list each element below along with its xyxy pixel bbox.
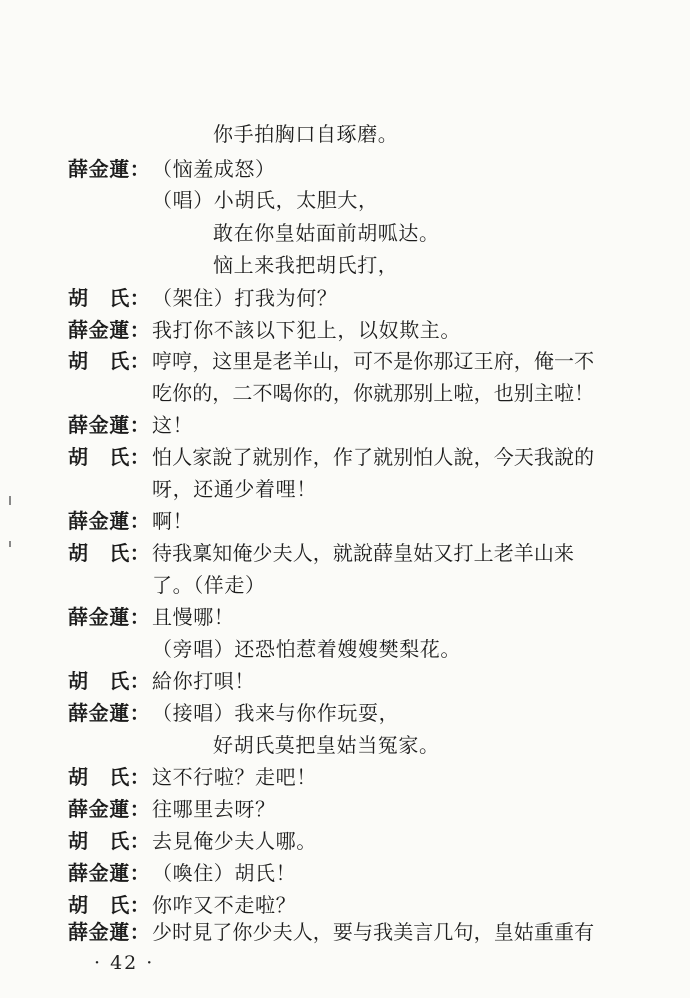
speaker-label: 胡 氏： bbox=[68, 349, 151, 373]
speaker-label: 胡 氏： bbox=[68, 445, 151, 469]
continuation-line bbox=[0, 381, 690, 405]
line-text: （旁唱）还恐怕惹着嫂嫂樊梨花。 bbox=[152, 637, 461, 661]
line-text: 且慢哪！ bbox=[152, 605, 235, 629]
line-text: 啊！ bbox=[152, 509, 194, 533]
line-text: 呀，还通少着哩！ bbox=[152, 477, 317, 501]
speaker-label: 胡 氏： bbox=[68, 829, 151, 853]
line-text: 敢在你皇姑面前胡呱达。 bbox=[213, 221, 440, 245]
dialogue-line bbox=[0, 541, 690, 565]
line-text: 好胡氏莫把皇姑当冤家。 bbox=[213, 733, 440, 757]
speaker-label: 胡 氏： bbox=[68, 286, 151, 310]
line-text: （喚住）胡氏！ bbox=[152, 861, 297, 885]
continuation-line bbox=[0, 122, 690, 146]
line-text: （唱）小胡氏，太胆大， bbox=[152, 188, 379, 212]
line-text: 少时見了你少夫人，要与我美言几句，皇姑重重有 bbox=[152, 920, 595, 944]
speaker-label: 薛金蓮： bbox=[68, 797, 151, 821]
dialogue-line bbox=[0, 893, 690, 917]
line-text: 去見俺少夫人哪。 bbox=[152, 829, 317, 853]
dialogue-line bbox=[0, 797, 690, 821]
continuation-line bbox=[0, 573, 690, 597]
line-text: 你咋又不走啦？ bbox=[152, 893, 297, 917]
line-text: 待我稟知俺少夫人，就說薛皇姑又打上老羊山来 bbox=[152, 541, 575, 565]
dialogue-line bbox=[0, 349, 690, 373]
speaker-label: 薛金蓮： bbox=[68, 920, 151, 944]
continuation-line bbox=[0, 221, 690, 245]
continuation-line bbox=[0, 188, 690, 212]
line-text: 恼上来我把胡氏打， bbox=[213, 253, 399, 277]
dialogue-line bbox=[0, 669, 690, 693]
dialogue-line bbox=[0, 701, 690, 725]
speaker-label: 胡 氏： bbox=[68, 765, 151, 789]
line-text: 我打你不該以下犯上，以奴欺主。 bbox=[152, 318, 461, 342]
line-text: 这不行啦？走吧！ bbox=[152, 765, 317, 789]
line-text: （架住）打我为何？ bbox=[152, 286, 338, 310]
line-text: 你手拍胸口自琢磨。 bbox=[213, 122, 399, 146]
speaker-label: 胡 氏： bbox=[68, 669, 151, 693]
dialogue-line bbox=[0, 286, 690, 310]
line-text: 怕人家說了就别作，作了就别怕人說，今天我說的 bbox=[152, 445, 595, 469]
continuation-line bbox=[0, 253, 690, 277]
speaker-label: 薛金蓮： bbox=[68, 318, 151, 342]
continuation-line bbox=[0, 733, 690, 757]
line-text: 这！ bbox=[152, 413, 194, 437]
scan-speck bbox=[9, 541, 11, 547]
dialogue-line bbox=[0, 920, 690, 944]
line-text: （接唱）我来与你作玩耍， bbox=[152, 701, 400, 725]
dialogue-line bbox=[0, 829, 690, 853]
page-number: · 42 · bbox=[94, 952, 155, 974]
dialogue-line bbox=[0, 605, 690, 629]
dialogue-line bbox=[0, 509, 690, 533]
speaker-label: 薛金蓮： bbox=[68, 157, 151, 181]
line-text: 哼哼，这里是老羊山，可不是你那辽王府，俺一不 bbox=[152, 349, 595, 373]
dialogue-line bbox=[0, 861, 690, 885]
dialogue-line bbox=[0, 157, 690, 181]
scan-speck bbox=[9, 496, 11, 505]
speaker-label: 薛金蓮： bbox=[68, 413, 151, 437]
dialogue-line bbox=[0, 413, 690, 437]
speaker-label: 胡 氏： bbox=[68, 893, 151, 917]
continuation-line bbox=[0, 477, 690, 501]
line-text: 往哪里去呀？ bbox=[152, 797, 276, 821]
line-text: 吃你的，二不喝你的，你就那别上啦，也别主啦！ bbox=[152, 381, 595, 405]
speaker-label: 薛金蓮： bbox=[68, 701, 151, 725]
line-text: （恼羞成怒） bbox=[152, 157, 276, 181]
speaker-label: 胡 氏： bbox=[68, 541, 151, 565]
speaker-label: 薛金蓮： bbox=[68, 605, 151, 629]
dialogue-line bbox=[0, 445, 690, 469]
line-text: 給你打唄！ bbox=[152, 669, 255, 693]
dialogue-line bbox=[0, 318, 690, 342]
speaker-label: 薛金蓮： bbox=[68, 509, 151, 533]
speaker-label: 薛金蓮： bbox=[68, 861, 151, 885]
dialogue-line bbox=[0, 765, 690, 789]
line-text: 了。（佯走） bbox=[152, 573, 266, 597]
continuation-line bbox=[0, 637, 690, 661]
